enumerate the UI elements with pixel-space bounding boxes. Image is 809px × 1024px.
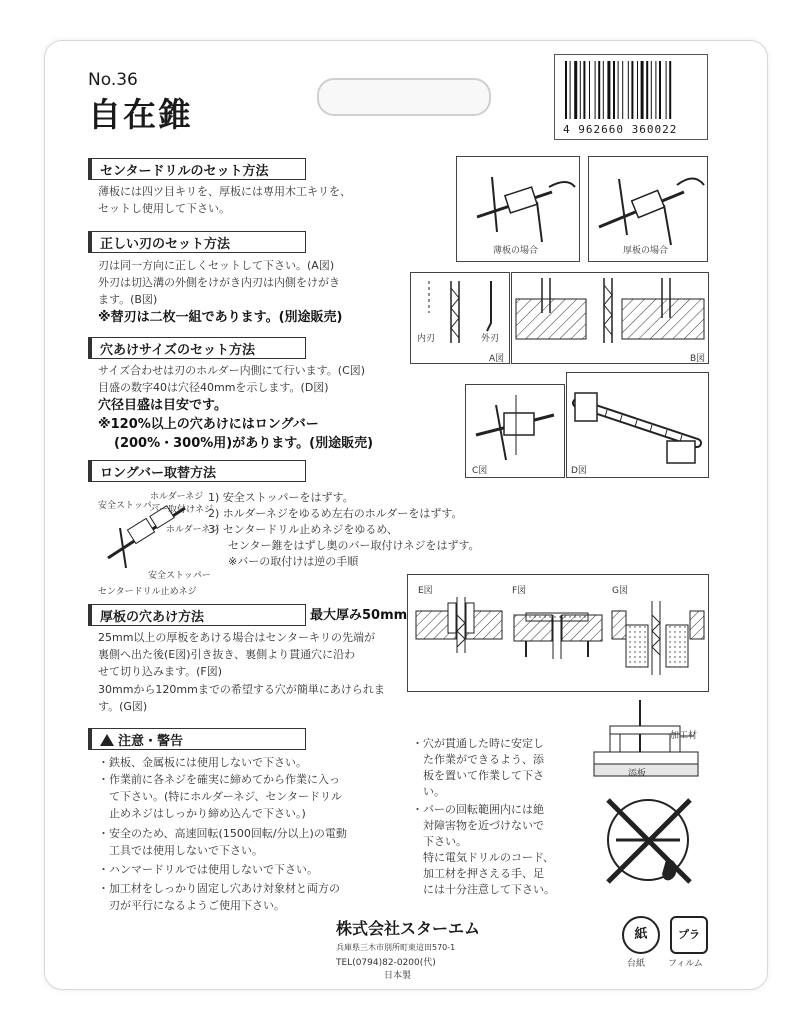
- caution-right-9: 加工材を押さえる手、足: [412, 867, 544, 880]
- thick-board-line-2: 裏側へ出た後(E図)引き抜き、裏側より貫通穴に沿わ: [98, 648, 356, 661]
- barcode-number: 4 962660 360022: [563, 123, 678, 136]
- product-title: 自在錐: [88, 95, 193, 134]
- blade-set-note: ※替刃は二枚一組であります。(別途販売): [98, 310, 343, 325]
- caution-right-10: には十分注意して下さい。: [412, 883, 555, 896]
- figure-b: [511, 272, 709, 364]
- figure-d: [566, 372, 709, 478]
- figure-c: [465, 384, 565, 478]
- figure-b-label: B図: [690, 354, 706, 364]
- caution-right-2: た作業ができるよう、添: [412, 753, 544, 766]
- barcode-bar: [565, 61, 567, 119]
- center-drill-line-2: セットし使用して下さい。: [98, 202, 230, 215]
- barcode-bar: [580, 61, 581, 119]
- section-blade-set-title: 正しい刃のセット方法: [88, 231, 306, 253]
- caution-left-1: ・鉄板、金属板には使用しないで下さい。: [98, 756, 307, 769]
- caution-right-7: 下さい。: [412, 835, 467, 848]
- figure-f-label: F図: [512, 586, 527, 596]
- thick-board-line-5: す。(G図): [98, 700, 148, 713]
- figure-e-label: E図: [418, 586, 433, 596]
- barcode-bar: [607, 61, 610, 119]
- thick-board-caption: 厚板の場合: [623, 246, 669, 256]
- model-number: No.36: [88, 70, 138, 90]
- barcode-bar: [613, 61, 615, 119]
- barcode-bars: [565, 61, 697, 121]
- section-caution-title: [88, 728, 306, 750]
- section-hole-size-title: 穴あけサイズのセット方法: [88, 337, 306, 359]
- barcode-bar: [646, 61, 648, 119]
- long-bar-label-2: ホルダーネジ: [150, 492, 204, 502]
- caution-left-7: ・ハンマードリルでは使用しないで下さい。: [98, 863, 318, 876]
- section-long-bar-title: ロングバー取替方法: [88, 460, 306, 482]
- barcode-bar: [669, 61, 671, 119]
- barcode-bar: [589, 61, 590, 119]
- prohibited-icon: [596, 790, 700, 892]
- long-bar-step-4: センター錐をはずし奥のバー取付けネジをはずす。: [228, 539, 480, 552]
- barcode-bar: [570, 61, 571, 119]
- warning-icon: [100, 734, 114, 746]
- barcode-bar: [659, 61, 661, 119]
- hole-size-bold-3: (200%・300%用)があります。(別途販売): [114, 436, 374, 451]
- barcode: [554, 54, 708, 140]
- blade-set-line-3: ます。(B図): [98, 293, 158, 306]
- blade-b-illustration: [512, 273, 708, 363]
- caution-right-5: ・バーの回転範囲内には絶: [412, 803, 544, 816]
- figure-thick-board: [588, 156, 708, 262]
- company-tel: TEL(0794)82-0200(代): [336, 958, 436, 968]
- caution-left-6: 工具では使用しないで下さい。: [98, 844, 263, 857]
- figure-efg: [407, 574, 709, 692]
- inner-blade-label: 内刃: [417, 334, 436, 344]
- barcode-bar: [637, 61, 638, 119]
- barcode-bar: [583, 61, 585, 119]
- section-center-drill-title: センタードリルのセット方法: [88, 158, 306, 180]
- barcode-bar: [574, 61, 577, 119]
- caution-right-8: 特に電気ドリルのコード、: [412, 851, 555, 864]
- outer-blade-label: 外刃: [481, 334, 500, 344]
- barcode-bar: [622, 61, 623, 119]
- long-bar-step-1: 1) 安全ストッパーをはずす。: [208, 491, 354, 504]
- thick-board-line-4: 30mmから120mmまでの希望する穴が簡単にあけられま: [98, 683, 385, 696]
- backing-board-illustration: [588, 700, 708, 782]
- long-bar-step-3: 3) センタードリル止めネジをゆるめ、: [208, 523, 398, 536]
- figure-c-label: C図: [472, 466, 488, 476]
- hang-hole: [317, 78, 491, 116]
- long-bar-label-5: 安全ストッパー: [148, 571, 211, 581]
- backing-board-label: 添板: [628, 769, 647, 779]
- caution-left-5: ・安全のため、高速回転(1500回転/分以上)の電動: [98, 827, 347, 840]
- thin-board-caption: 薄板の場合: [493, 246, 539, 256]
- long-bar-label-1: 安全ストッパー: [98, 501, 161, 511]
- blade-set-line-1: 刃は同一方向に正しくセットして下さい。(A図): [98, 259, 335, 272]
- caution-left-8: ・加工材をしっかり固定し穴あけ対象材と両方の: [98, 882, 340, 895]
- figure-a: [410, 272, 510, 364]
- barcode-bar: [628, 61, 629, 119]
- barcode-bar: [598, 61, 600, 119]
- barcode-bar: [666, 61, 667, 119]
- caution-left-9: 刃が平行になるようご使用下さい。: [98, 899, 285, 912]
- long-bar-label-4: ホルダーネジ: [166, 525, 220, 535]
- barcode-bar: [631, 61, 633, 119]
- max-thickness: 最大厚み50mm: [310, 608, 408, 623]
- barcode-bar: [618, 61, 619, 119]
- caution-title-text: 注意・警告: [118, 734, 184, 749]
- plastic-recycle-icon: プラ: [670, 916, 708, 954]
- hole-size-line-2: 目盛の数字40は穴径40mmを示します。(D図): [98, 381, 329, 394]
- long-bar-step-2: 2) ホルダーネジをゆるめ左右のホルダーをはずす。: [208, 507, 463, 520]
- company-address: 兵庫県三木市別所町東這田570-1: [336, 943, 456, 952]
- barcode-bar: [655, 61, 656, 119]
- figure-a-label: A図: [489, 354, 505, 364]
- barcode-bar: [595, 61, 596, 119]
- thick-board-line-1: 25mm以上の厚板をあける場合はセンターキリの先端が: [98, 631, 375, 644]
- long-bar-label-3: バー取付けネジ: [150, 505, 214, 515]
- figure-thin-board: [456, 156, 580, 262]
- hole-size-line-1: サイズ合わせは刃のホルダー内側にて行います。(C図): [98, 364, 366, 377]
- caution-right-3: 板を置いて作業して下さ: [412, 769, 544, 782]
- plastic-recycle-label: フィルム: [668, 959, 703, 969]
- efg-illustration: [408, 575, 708, 691]
- thick-board-line-3: せて切り込みます。(F図): [98, 665, 223, 678]
- caution-left-3: て下さい。(特にホルダーネジ、センタードリル: [98, 790, 342, 803]
- prohibited-figure: [596, 790, 700, 892]
- caution-left-2: ・作業前に各ネジを確実に締めてから作業に入っ: [98, 773, 340, 786]
- long-bar-step-5: ※バーの取付けは逆の手順: [228, 555, 359, 568]
- caution-right-4: い。: [412, 785, 445, 798]
- paper-recycle-icon: 紙: [622, 916, 660, 954]
- caution-right-6: 対障害物を近づけないで: [412, 819, 544, 832]
- company-name: 株式会社スターエム: [336, 919, 481, 938]
- barcode-bar: [603, 61, 604, 119]
- paper-recycle-label: 台紙: [627, 959, 646, 969]
- scale-d-illustration: [567, 373, 708, 477]
- caution-left-4: 止めネジはしっかり締め込んで下さい。): [98, 807, 306, 820]
- section-thick-board-title: 厚板の穴あけ方法: [88, 604, 306, 626]
- work-material-label: 加工材: [670, 731, 698, 741]
- figure-g-label: G図: [612, 586, 628, 596]
- blade-set-line-2: 外刃は切込溝の外側をけがき内刃は内側をけがき: [98, 276, 340, 289]
- country-of-origin: 日本製: [384, 971, 412, 981]
- barcode-bar: [641, 61, 644, 119]
- backing-board-figure: [588, 700, 708, 782]
- center-drill-line-1: 薄板には四ツ目キリを、厚板には専用木工キリを、: [98, 185, 351, 198]
- long-bar-label-6: センタードリル止めネジ: [98, 587, 197, 597]
- blade-a-illustration: [411, 273, 509, 363]
- hole-size-bold-2: ※120%以上の穴あけにはロングバー: [98, 417, 319, 432]
- figure-d-label: D図: [571, 466, 587, 476]
- caution-right-1: ・穴が貫通した時に安定し: [412, 737, 544, 750]
- hole-size-bold-1: 穴径目盛は目安です。: [98, 398, 227, 413]
- barcode-bar: [651, 61, 652, 119]
